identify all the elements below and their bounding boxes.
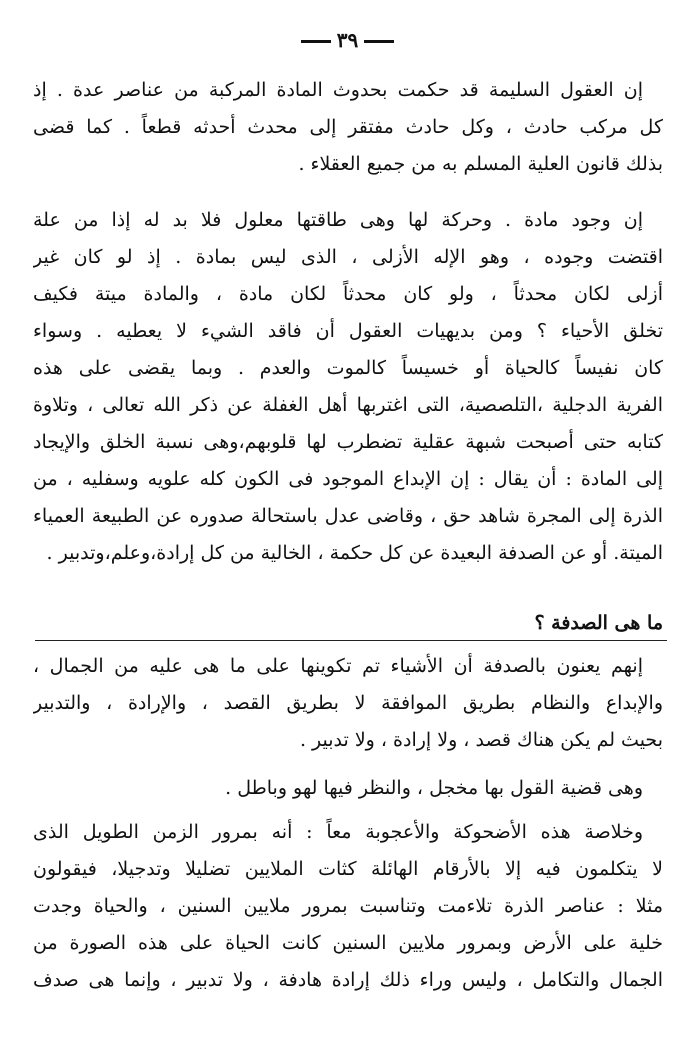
paragraph-line: وخلاصة هذه الأضحوكة والأعجوبة معاً : أنه بمرور الزمن الطويل الذى bbox=[33, 821, 643, 843]
paragraph-line: الذرة إلى المجرة شاهد حق ، وقاضى عدل باستحالة صدوره عن الطبيعة العمياء bbox=[33, 505, 663, 527]
section-heading: ما هى الصدفة ؟ bbox=[534, 612, 663, 634]
paragraph-3 bbox=[33, 648, 663, 759]
paragraph-line: كان نفيساً كالحياة أو خسيساً كالموت والعدم . وبما يقضى على هذه bbox=[33, 357, 663, 379]
page-number-dash-right bbox=[364, 40, 394, 43]
paragraph-line: بذلك قانون العلية المسلم به من جميع العقلاء . bbox=[298, 153, 663, 175]
paragraph-line: إلى المادة : أن يقال : إن الإبداع الموجود فى الكون كله علويه وسفليه ، من bbox=[33, 468, 663, 490]
paragraph-line: الميتة. أو عن الصدفة البعيدة عن كل حكمة ، الخالية من كل إرادة،وعلم،وتدبير . bbox=[46, 542, 663, 564]
paragraph-line: تخلق الأحياء ؟ ومن بديهيات العقول أن فاقد الشيء لا يعطيه . وسواء bbox=[33, 320, 663, 342]
paragraph-1 bbox=[33, 72, 663, 183]
paragraph-line: كل مركب حادث ، وكل حادث مفتقر إلى محدث أحدثه قطعاً . كما قضى bbox=[33, 116, 663, 138]
paragraph-5 bbox=[33, 814, 663, 999]
paragraph-line: مثلا : عناصر الذرة تلاءمت وتناسبت بمرور ملايين السنين ، والحياة وجدت bbox=[33, 895, 663, 917]
paragraph-line: الفرية الدجلية ،التلصصية، التى اغتربها أهل الغفلة عن ذكر الله تعالى ، وتلاوة bbox=[33, 394, 663, 416]
page-number-dash-left bbox=[301, 40, 331, 43]
paragraph-line: بحيث لم يكن هناك قصد ، ولا إرادة ، ولا تدبير . bbox=[299, 729, 663, 751]
paragraph-4 bbox=[33, 770, 663, 807]
paragraph-line: والإبداع والنظام بطريق الموافقة لا بطريق القصد ، والإرادة ، والتدبير bbox=[33, 692, 663, 714]
paragraph-line: إنهم يعنون بالصدفة أن الأشياء تم تكوينها على ما هى عليه من الجمال ، bbox=[33, 655, 643, 677]
paragraph-line: وهى قضية القول بها مخجل ، والنظر فيها لهو وباطل . bbox=[225, 777, 643, 799]
paragraph-line: إن العقول السليمة قد حكمت بحدوث المادة المركبة من عناصر عدة . إذ bbox=[33, 79, 643, 101]
paragraph-line: لا يتكلمون فيه إلا بالأرقام الهائلة كثات الملايين تضليلا وتدجيلا، فيقولون bbox=[33, 858, 663, 880]
paragraph-2 bbox=[33, 202, 663, 572]
paragraph-line: خلية على الأرض وبمرور ملايين السنين كانت الحياة على هذه الصورة من bbox=[33, 932, 663, 954]
paragraph-line: أزلى لكان محدثاً ، ولو كان محدثاً لكان مادة ، والمادة ميتة فكيف bbox=[33, 283, 663, 305]
paragraph-line: إن وجود مادة . وحركة لها وهى طاقتها معلول فلا بد له إذا من علة bbox=[33, 209, 643, 231]
paragraph-line: كتابه حتى أصبحت شبهة عقلية تضطرب لها قلوبهم،وهى نسبة الخلق والإيجاد bbox=[33, 431, 663, 453]
paragraph-line: الجمال والتكامل ، وليس وراء ذلك إرادة هادفة ، ولا تدبير ، وإنما هى صدف bbox=[33, 969, 663, 991]
heading-divider bbox=[35, 640, 667, 641]
page-number bbox=[0, 28, 695, 52]
paragraph-line: اقتضت وجوده ، وهو الإله الأزلى ، الذى ليس بمادة . إذ لو كان غير bbox=[33, 246, 663, 268]
page-number-value: ٣٩ bbox=[336, 28, 359, 52]
